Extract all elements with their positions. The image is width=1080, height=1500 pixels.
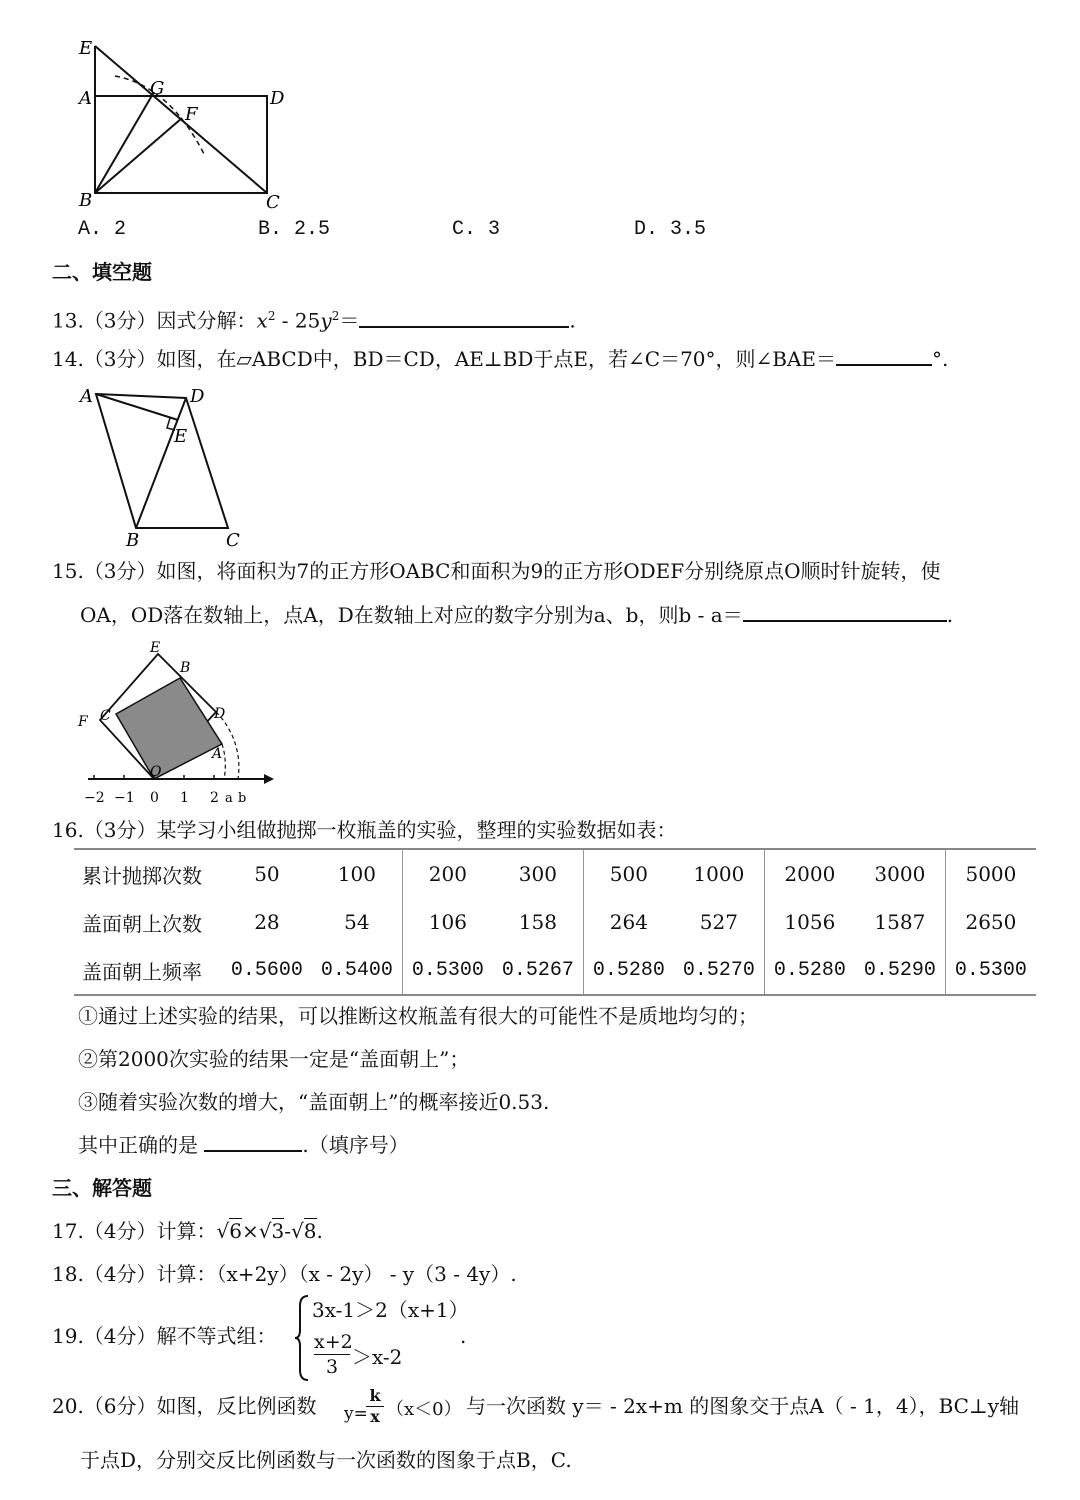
table-cell: 1000 bbox=[693, 862, 745, 886]
q13-prefix: 13.（3分）因式分解： bbox=[52, 308, 257, 333]
q20-frac-den: x bbox=[370, 1407, 380, 1426]
table-cell: 50 bbox=[254, 862, 280, 886]
table-cell: 54 bbox=[344, 910, 370, 934]
table-cell: 500 bbox=[583, 849, 674, 898]
sqrt-icon: √ bbox=[291, 1219, 304, 1243]
table-cell: 0.5270 bbox=[682, 958, 755, 982]
q13-end: . bbox=[569, 308, 576, 333]
q14-text: 14.（3分）如图，在▱ABCD中，BD＝CD，AE⊥BD于点E，若∠C＝70°，则∠BAE＝ bbox=[52, 347, 837, 371]
table-cell: 0.5300 bbox=[402, 946, 493, 995]
q14-label-d: D bbox=[190, 386, 205, 407]
q12-label-b: B bbox=[79, 190, 93, 211]
q17 bbox=[52, 1217, 323, 1245]
section2-title: 二、填空题 bbox=[52, 260, 152, 284]
q12-option-b: B. 2.5 bbox=[258, 218, 331, 241]
q14-label-a: A bbox=[80, 386, 93, 407]
q19-ineq2: ＞x-2 bbox=[352, 1345, 403, 1369]
q12-figure bbox=[70, 36, 300, 216]
table-cell: 0.5280 bbox=[583, 946, 674, 995]
q17-r3: 8 bbox=[303, 1219, 317, 1243]
q20-frac-num: k bbox=[366, 1386, 384, 1407]
q16-answer-blank[interactable] bbox=[204, 1132, 302, 1152]
q13-answer-blank[interactable] bbox=[359, 308, 569, 328]
q20-rest: 与一次函数 y＝ - 2x+m 的图象交于点A（ - 1，4），BC⊥y轴 bbox=[466, 1394, 1020, 1418]
table-cell: 28 bbox=[254, 910, 280, 934]
q20-y: y= bbox=[344, 1404, 368, 1424]
q16-intro: 16.（3分）某学习小组做抛掷一枚瓶盖的实验，整理的实验数据如表： bbox=[52, 818, 677, 842]
q16-statement-1: ①通过上述实验的结果，可以推断这枚瓶盖有很大的可能性不是质地均匀的； bbox=[78, 1004, 758, 1028]
q14-end: °. bbox=[932, 347, 949, 371]
q15-line2-text: OA，OD落在数轴上，点A，D在数轴上对应的数字分别为a、b，则b - a＝ bbox=[80, 603, 743, 627]
q15-tick-2: 2 bbox=[210, 790, 219, 806]
table-cell: 106 bbox=[402, 898, 493, 946]
q14 bbox=[52, 345, 948, 373]
q14-label-c: C bbox=[226, 530, 240, 551]
table-cell: 200 bbox=[402, 849, 493, 898]
q13-x: x bbox=[256, 308, 268, 333]
q15-tick-neg1: −1 bbox=[114, 790, 135, 806]
table-row-header: 盖面朝上频率 bbox=[82, 959, 202, 984]
q16-ask-text: 其中正确的是 bbox=[78, 1133, 198, 1157]
q15-label-b: B bbox=[180, 660, 191, 676]
q15-tick-0: 0 bbox=[150, 790, 159, 806]
q15-line2-end: . bbox=[946, 603, 954, 627]
q19-ineq1: 3x-1＞2（x+1） bbox=[312, 1298, 469, 1322]
q15-label-e: E bbox=[150, 640, 161, 656]
q12-label-d: D bbox=[270, 88, 285, 109]
table-cell: 264 bbox=[583, 898, 674, 946]
q15-label-a: A bbox=[212, 746, 223, 762]
q15-tick-a: a bbox=[225, 791, 233, 806]
q14-label-b: B bbox=[126, 530, 140, 551]
q15-line1: 15.（3分）如图，将面积为7的正方形OABC和面积为9的正方形ODEF分别绕原点O顺时针旋转，使 bbox=[52, 559, 941, 583]
q16-statement-2: ②第2000次实验的结果一定是“盖面朝上”； bbox=[78, 1047, 470, 1071]
table-cell: 527 bbox=[699, 910, 738, 934]
q20-frac bbox=[366, 1386, 384, 1427]
q17-minus: - bbox=[284, 1219, 292, 1243]
table-cell: 0.5267 bbox=[501, 958, 574, 982]
q15-tick-1: 1 bbox=[180, 790, 189, 806]
table-row bbox=[74, 849, 1036, 898]
table-cell: 0.5600 bbox=[230, 958, 303, 982]
table-row-header: 累计抛掷次数 bbox=[82, 863, 202, 888]
table-cell: 1587 bbox=[874, 910, 926, 934]
q13 bbox=[52, 302, 576, 335]
q16-ask bbox=[78, 1131, 409, 1159]
q14-answer-blank[interactable] bbox=[836, 346, 932, 366]
table-cell: 0.5290 bbox=[863, 958, 936, 982]
table-cell: 3000 bbox=[874, 862, 926, 886]
table-row-header: 盖面朝上次数 bbox=[82, 911, 202, 936]
table-cell: 158 bbox=[518, 910, 557, 934]
q17-r2: 3 bbox=[271, 1219, 285, 1243]
table-cell: 300 bbox=[518, 862, 557, 886]
q13-eq: ＝ bbox=[339, 308, 360, 333]
q15-label-c: C bbox=[100, 708, 111, 724]
table-cell: 5000 bbox=[945, 849, 1036, 898]
q12-option-d: D. 3.5 bbox=[634, 218, 707, 241]
q13-sup2: 2 bbox=[331, 309, 340, 323]
q15-label-d: D bbox=[214, 706, 226, 722]
q19-prefix: 19.（4分）解不等式组： bbox=[52, 1324, 277, 1348]
q15-label-o: O bbox=[150, 764, 162, 780]
q19-end: . bbox=[460, 1324, 467, 1348]
table-cell: 100 bbox=[337, 862, 376, 886]
q12-label-e: E bbox=[79, 38, 93, 59]
q13-y: y bbox=[320, 308, 332, 333]
q20-cond: （x＜0） bbox=[386, 1399, 462, 1420]
q12-option-a: A. 2 bbox=[78, 218, 127, 241]
q12-label-c: C bbox=[266, 192, 280, 213]
q15-tick-b: b bbox=[238, 791, 247, 806]
table-row bbox=[74, 898, 1036, 946]
q15-tick-neg2: −2 bbox=[84, 790, 105, 806]
brace-icon bbox=[294, 1294, 312, 1382]
q17-r1: 6 bbox=[229, 1219, 243, 1243]
section3-title: 三、解答题 bbox=[52, 1176, 152, 1200]
table-cell: 1056 bbox=[764, 898, 855, 946]
table-cell: 0.5300 bbox=[945, 946, 1036, 995]
q19-frac-den: 3 bbox=[325, 1356, 339, 1378]
q16-statement-3: ③随着实验次数的增大，“盖面朝上”的概率接近0.53. bbox=[78, 1090, 550, 1114]
q14-label-e: E bbox=[174, 426, 188, 447]
q13-sup1: 2 bbox=[267, 309, 276, 323]
q15-figure bbox=[70, 636, 280, 808]
q18: 18.（4分）计算：（x+2y）（x - 2y） - y（3 - 4y）. bbox=[52, 1262, 517, 1286]
q12-label-f: F bbox=[185, 104, 198, 125]
q13-mid: - 25 bbox=[275, 308, 321, 333]
q20-prefix: 20.（6分）如图，反比例函数 bbox=[52, 1394, 317, 1418]
q16-table bbox=[74, 848, 1036, 996]
q12-label-a: A bbox=[79, 88, 92, 109]
q12-option-c: C. 3 bbox=[452, 218, 501, 241]
table-cell: 2000 bbox=[764, 849, 855, 898]
q17-times: × bbox=[242, 1219, 259, 1243]
table-cell: 2650 bbox=[945, 898, 1036, 946]
sqrt-icon: √ bbox=[216, 1219, 230, 1243]
q12-label-g: G bbox=[150, 78, 165, 99]
sqrt-icon: √ bbox=[258, 1219, 272, 1243]
q15-line2 bbox=[80, 601, 953, 629]
q17-end: . bbox=[316, 1219, 323, 1243]
q20-line2: 于点D，分别交反比例函数与一次函数的图象于点B，C. bbox=[80, 1448, 572, 1472]
q19-frac bbox=[314, 1330, 353, 1379]
table-cell: 0.5280 bbox=[764, 946, 855, 995]
q19-frac-num: x+2 bbox=[314, 1331, 353, 1353]
q15-label-f: F bbox=[78, 714, 88, 730]
q14-figure bbox=[74, 382, 254, 552]
q16-ask-end: .（填序号） bbox=[302, 1133, 409, 1157]
table-cell: 0.5400 bbox=[320, 958, 393, 982]
q15-answer-blank[interactable] bbox=[743, 602, 947, 622]
q17-prefix: 17.（4分）计算： bbox=[52, 1219, 217, 1243]
table-row bbox=[74, 946, 1036, 995]
